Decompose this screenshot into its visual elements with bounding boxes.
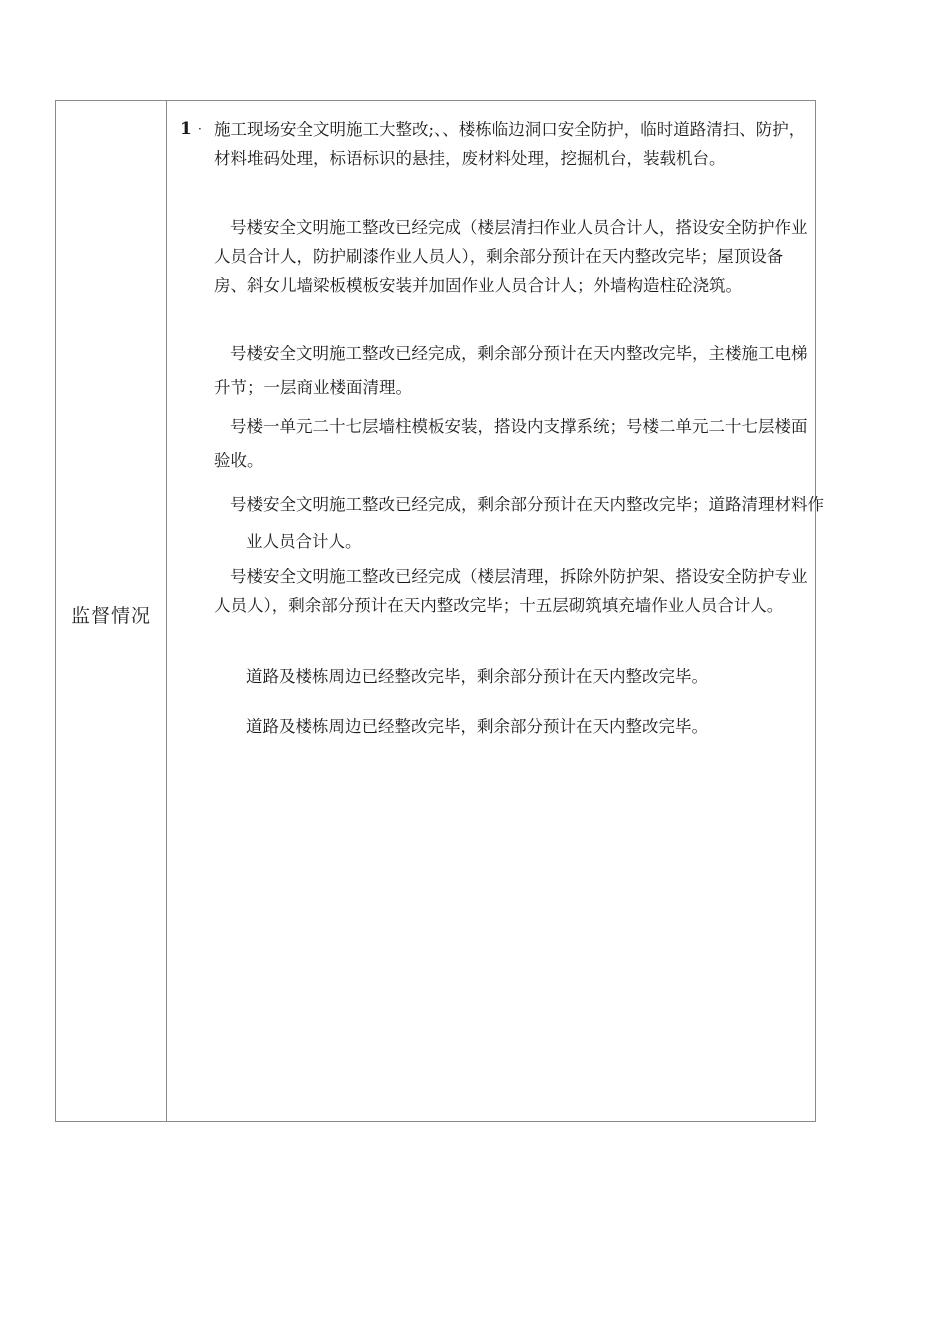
paragraph-7: 道路及楼栋周边已经整改完毕，剩余部分预计在天内整改完毕。 (246, 667, 708, 686)
section-label: 监督情况 (70, 604, 151, 627)
paragraph-5: 号楼安全文明施工整改已经完成，剩余部分预计在天内整改完毕；道路清理材料作业人员合计人。 (230, 495, 824, 551)
paragraph-3: 号楼安全文明施工整改已经完成，剩余部分预计在天内整改完毕，主楼施工电梯升节；一层商业楼面清理。 (214, 344, 808, 397)
supervision-table (55, 100, 824, 1122)
label-cell (56, 101, 167, 1121)
content-cell (167, 101, 824, 1121)
item-bullet: · (198, 122, 202, 136)
item-number: 1 (180, 119, 192, 139)
paragraph-4: 号楼一单元二十七层墙柱模板安装，搭设内支撑系统；号楼二单元二十七层楼面验收。 (214, 417, 808, 470)
paragraph-1: 施工现场安全文明施工大整改;、、楼栋临边洞口安全防护，临时道路清扫、防护，材料堆码处理，标语标识的悬挂，废材料处理，挖掘机台，装载机台。 (214, 120, 806, 168)
paragraph-8: 道路及楼栋周边已经整改完毕，剩余部分预计在天内整改完毕。 (246, 717, 708, 736)
paragraph-2: 号楼安全文明施工整改已经完成（楼层清扫作业人员合计人，搭设安全防护作业人员合计人，防护刷漆作业人员人），剩余部分预计在天内整改完毕；屋顶设备房、斜女儿墙梁板模板安装并加固作业人员合计人；外墙构造柱砼浇筑。 (214, 218, 808, 295)
paragraph-6: 号楼安全文明施工整改已经完成（楼层清理，拆除外防护架、搭设安全防护专业人员人），剩余部分预计在天内整改完毕；十五层砌筑填充墙作业人员合计人。 (214, 567, 808, 615)
